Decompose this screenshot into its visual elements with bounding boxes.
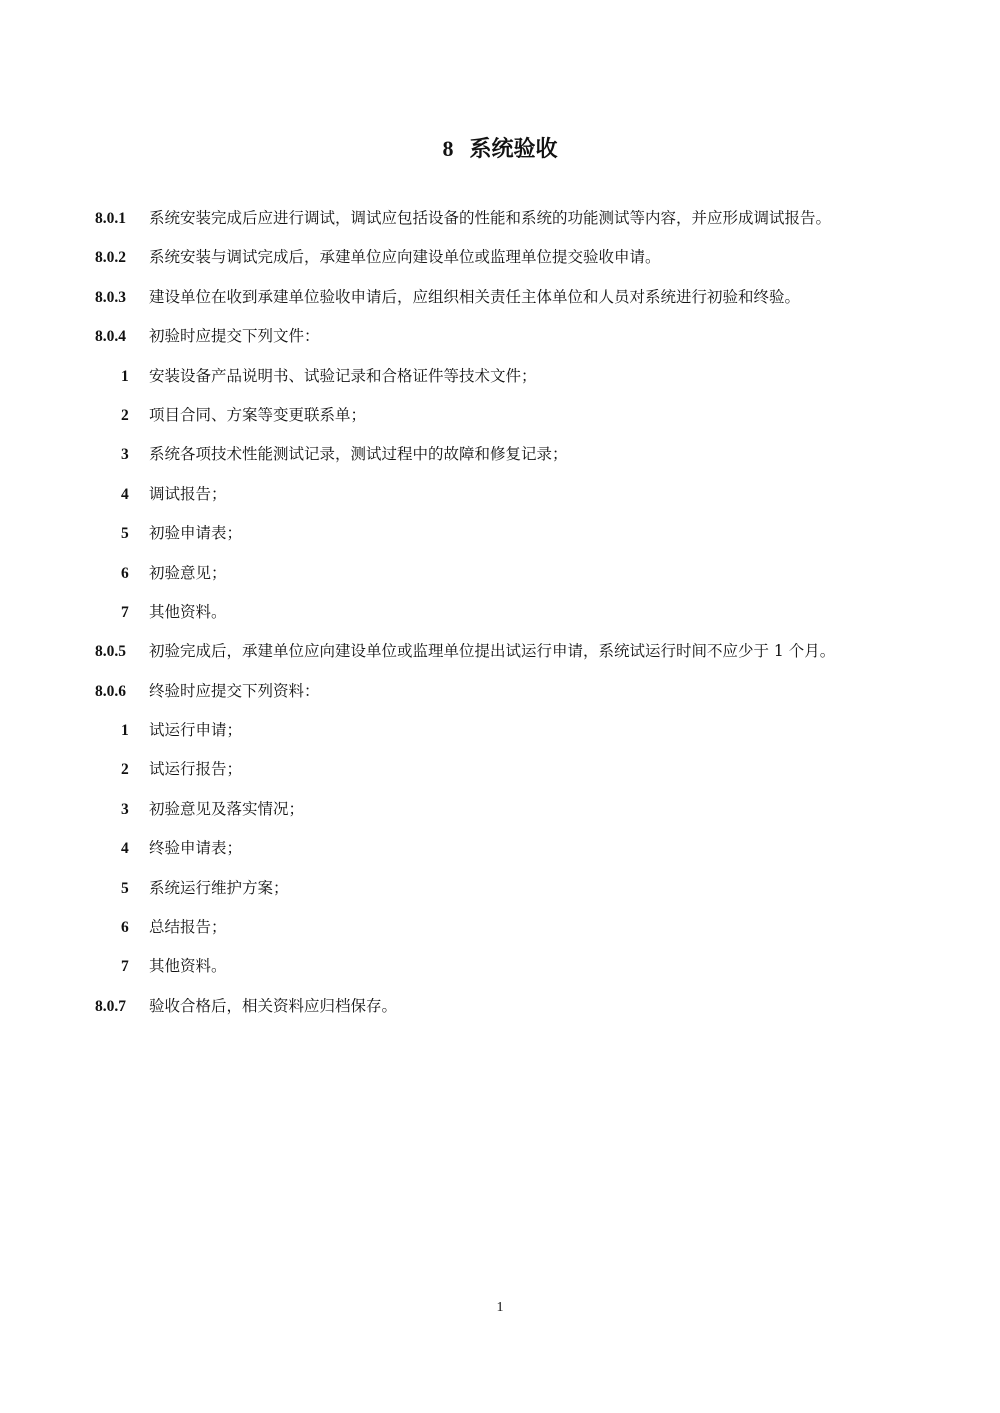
clause-line — [0, 238, 1000, 277]
clause-text: 初验完成后，承建单位应向建设单位或监理单位提出试运行申请，系统试运行时间不应少于 1 个月。 — [149, 642, 836, 661]
list-item — [0, 829, 1000, 868]
item-number: 1 — [121, 367, 129, 385]
list-item — [0, 554, 1000, 593]
item-text: 试运行报告； — [149, 760, 243, 779]
item-number: 4 — [121, 485, 129, 503]
clause-number: 8.0.7 — [95, 997, 126, 1015]
clause-text: 验收合格后，相关资料应归档保存。 — [149, 996, 398, 1015]
list-item — [0, 475, 1000, 514]
clause-number: 8.0.1 — [95, 210, 126, 227]
chapter-heading — [0, 131, 1000, 167]
clause-line — [0, 987, 1000, 1026]
item-number: 4 — [121, 840, 129, 858]
item-number: 6 — [121, 919, 129, 937]
item-number: 7 — [121, 603, 129, 621]
list-item — [0, 947, 1000, 986]
item-number: 5 — [121, 879, 129, 897]
item-text: 系统运行维护方案； — [149, 878, 289, 897]
clause-text: 终验时应提交下列资料： — [149, 681, 320, 700]
clause-number: 8.0.3 — [95, 288, 126, 306]
item-number: 7 — [121, 958, 129, 976]
list-item — [0, 711, 1000, 750]
item-text: 试运行申请； — [149, 721, 243, 740]
list-item — [0, 514, 1000, 553]
list-item — [0, 869, 1000, 908]
item-text: 安装设备产品说明书、试验记录和合格证件等技术文件； — [149, 366, 537, 385]
item-text: 初验申请表； — [149, 524, 243, 543]
clause-line — [0, 199, 1000, 238]
clause-list — [0, 199, 1000, 1026]
list-item — [0, 396, 1000, 435]
item-number: 6 — [121, 564, 129, 582]
clause-line — [0, 632, 1000, 671]
item-number: 3 — [121, 800, 129, 818]
item-text: 初验意见及落实情况； — [149, 799, 305, 818]
clause-number: 8.0.4 — [95, 328, 126, 346]
item-text: 系统各项技术性能测试记录，测试过程中的故障和修复记录； — [149, 445, 568, 464]
clause-line — [0, 672, 1000, 711]
clause-line — [0, 317, 1000, 356]
item-number: 5 — [121, 525, 129, 543]
item-text: 项目合同、方案等变更联系单； — [149, 405, 367, 424]
item-text: 其他资料。 — [149, 957, 227, 976]
list-item — [0, 357, 1000, 396]
list-item — [0, 790, 1000, 829]
item-text: 初验意见； — [149, 563, 227, 582]
page-number: 1 — [496, 1300, 504, 1315]
item-text: 其他资料。 — [149, 602, 227, 621]
clause-number: 8.0.2 — [95, 249, 126, 267]
item-number: 3 — [121, 446, 129, 464]
item-text: 终验申请表； — [149, 839, 243, 858]
list-item — [0, 435, 1000, 474]
item-number: 2 — [121, 406, 129, 424]
item-text: 调试报告； — [149, 484, 227, 503]
list-item — [0, 750, 1000, 789]
clause-text: 系统安装完成后应进行调试，调试应包括设备的性能和系统的功能测试等内容，并应形成调试报告。 — [149, 209, 832, 227]
clause-number: 8.0.5 — [95, 643, 126, 661]
list-item — [0, 908, 1000, 947]
clause-text: 系统安装与调试完成后，承建单位应向建设单位或监理单位提交验收申请。 — [149, 248, 661, 267]
clause-line — [0, 278, 1000, 317]
item-number: 2 — [121, 761, 129, 779]
clause-text: 建设单位在收到承建单位验收申请后，应组织相关责任主体单位和人员对系统进行初验和终验。 — [149, 287, 801, 306]
list-item — [0, 593, 1000, 632]
chapter-title: 系统验收 — [469, 136, 558, 162]
item-number: 1 — [121, 722, 129, 740]
clause-number: 8.0.6 — [95, 682, 126, 700]
clause-text: 初验时应提交下列文件： — [149, 327, 320, 346]
chapter-number: 8 — [442, 136, 454, 161]
item-text: 总结报告； — [149, 918, 227, 937]
